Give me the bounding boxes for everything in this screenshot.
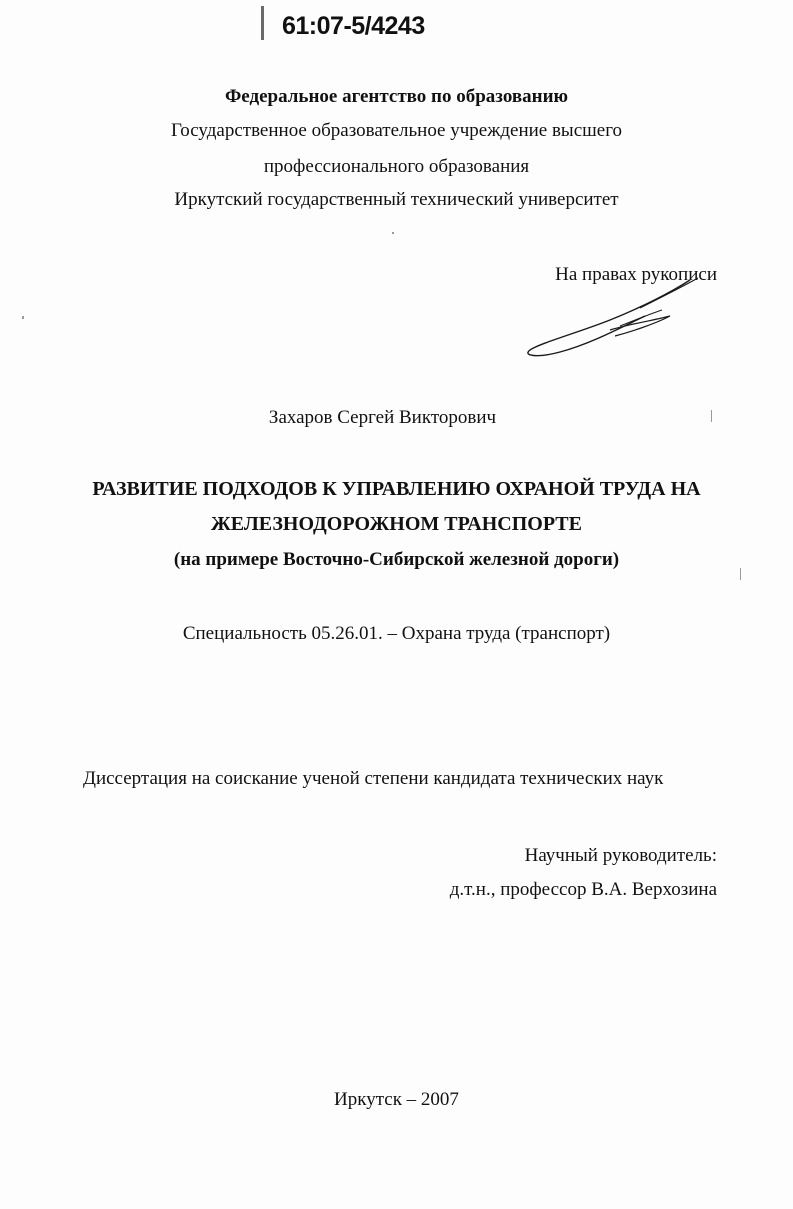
city-year: Иркутск – 2007 <box>334 1089 459 1110</box>
advisor-name: д.т.н., профессор В.А. Верхозина <box>449 879 717 900</box>
title-line-2: ЖЕЛЕЗНОДОРОЖНОМ ТРАНСПОРТЕ <box>211 513 582 535</box>
specialty: Специальность 05.26.01. – Охрана труда (транспорт) <box>182 623 611 644</box>
advisor-label: Научный руководитель: <box>524 845 717 866</box>
rights-note: На правах рукописи <box>555 264 717 285</box>
author-name: Захаров Сергей Викторович <box>268 407 497 428</box>
scan-speck <box>22 316 24 319</box>
dissertation-line: Диссертация на соискание ученой степени кандидата технических наук <box>83 768 664 789</box>
institution-line-1: Государственное образовательное учреждение высшего <box>170 120 623 141</box>
stamp-bar <box>261 6 264 40</box>
archive-code: 61:07-5/4243 <box>282 12 425 40</box>
institution-line-2: профессионального образования <box>263 156 530 177</box>
scan-speck <box>392 232 394 234</box>
title-line-1: РАЗВИТИЕ ПОДХОДОВ К УПРАВЛЕНИЮ ОХРАНОЙ ТРУДА НА <box>92 478 701 500</box>
title-subtitle: (на примере Восточно-Сибирской железной дороги) <box>173 549 620 570</box>
agency-name: Федеральное агентство по образованию <box>224 86 569 107</box>
signature-icon <box>520 268 720 368</box>
university-name: Иркутский государственный технический университет <box>174 189 619 210</box>
